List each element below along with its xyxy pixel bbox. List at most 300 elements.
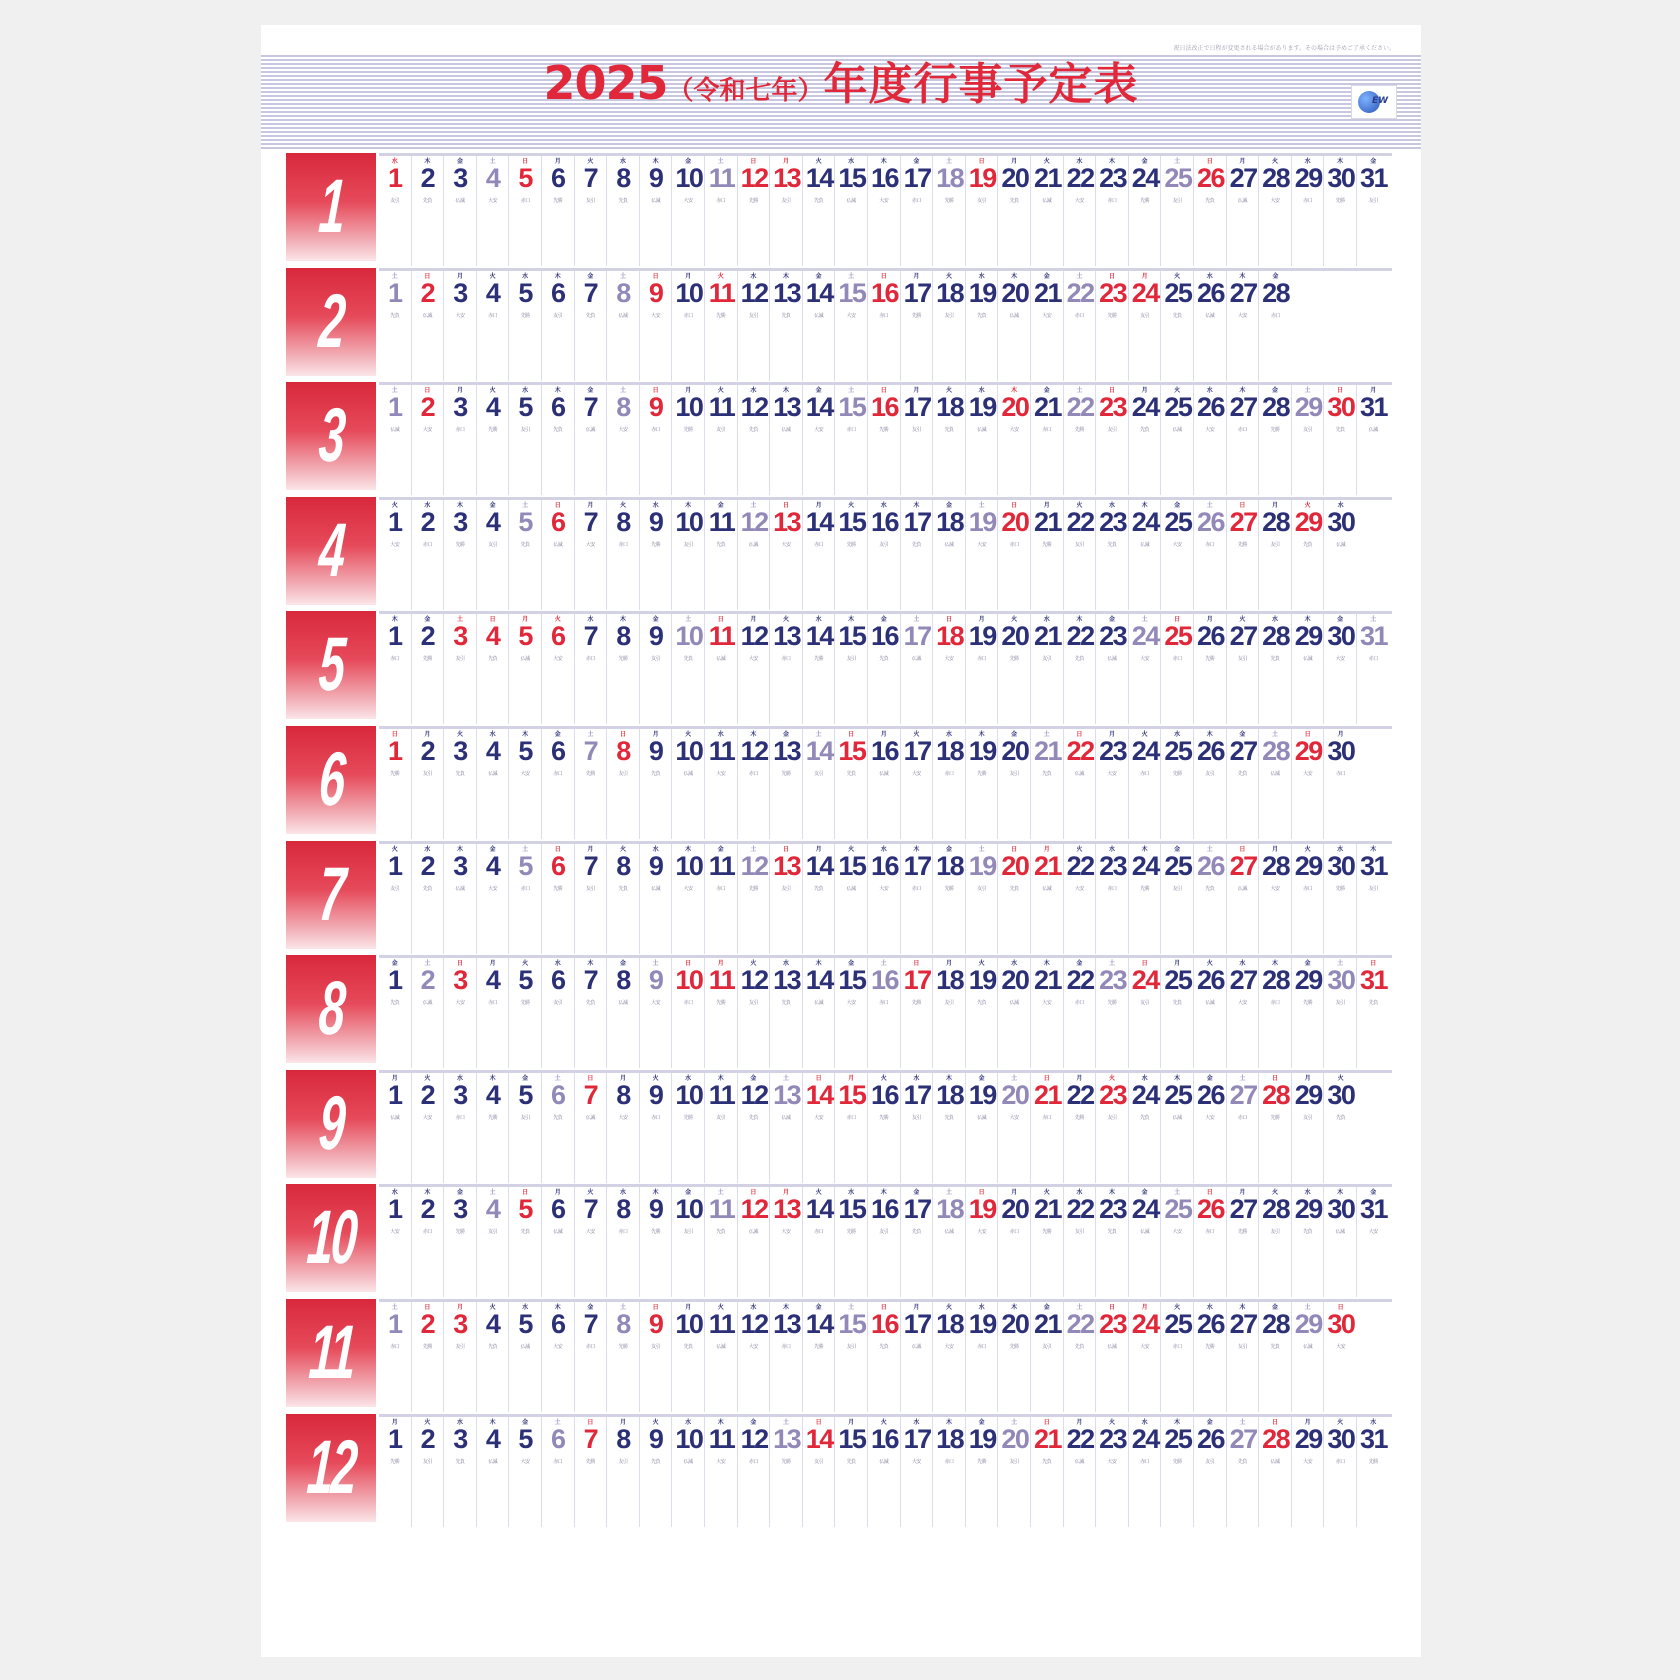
day-cell[interactable] xyxy=(444,958,477,1068)
weekday-label: 日 xyxy=(1206,158,1213,165)
rokuyo-label: 赤口 xyxy=(1074,312,1084,319)
day-cell[interactable] xyxy=(1324,500,1357,610)
day-cell[interactable] xyxy=(607,1187,640,1297)
rokuyo-label: 友引 xyxy=(683,1229,693,1236)
weekday-label: 土 xyxy=(1076,1304,1083,1311)
rokuyo-label: 先勝 xyxy=(618,1344,628,1350)
weekday-label: 土 xyxy=(391,1304,398,1311)
day-number: 5 xyxy=(518,1309,532,1339)
day-cell[interactable] xyxy=(477,1417,510,1527)
day-cell[interactable] xyxy=(412,385,445,495)
day-cell[interactable] xyxy=(575,271,608,381)
day-cell[interactable] xyxy=(509,500,542,610)
day-cell[interactable] xyxy=(477,500,510,610)
rokuyo-label: 先勝 xyxy=(846,1229,856,1236)
weekday-label: 木 xyxy=(489,1074,496,1082)
day-cell[interactable] xyxy=(412,1302,445,1412)
weekday-label: 金 xyxy=(456,1189,463,1197)
day-cell[interactable] xyxy=(444,271,477,381)
day-number: 8 xyxy=(616,392,630,423)
month-label xyxy=(286,382,376,490)
rokuyo-label: 仏滅 xyxy=(422,312,432,319)
day-cell[interactable] xyxy=(542,844,575,954)
day-cell[interactable] xyxy=(412,271,445,381)
day-cell[interactable] xyxy=(379,271,412,381)
weekday-label: 水 xyxy=(717,731,724,738)
weekday-label: 水 xyxy=(1271,616,1278,624)
day-cell[interactable] xyxy=(412,500,445,610)
day-number: 21 xyxy=(1033,965,1062,996)
rokuyo-label: 友引 xyxy=(585,885,595,892)
rokuyo-label: 大安 xyxy=(390,541,400,548)
weekday-label: 日 xyxy=(1043,1074,1050,1082)
day-cell[interactable] xyxy=(412,156,445,266)
weekday-label: 火 xyxy=(1076,501,1083,509)
rokuyo-label: 仏滅 xyxy=(781,427,791,434)
rokuyo-label: 大安 xyxy=(1205,1114,1215,1121)
day-cell[interactable] xyxy=(607,271,640,381)
weekday-label: 月 xyxy=(489,960,496,968)
day-cell[interactable] xyxy=(379,844,412,954)
day-number: 1 xyxy=(388,1309,402,1339)
day-cell[interactable] xyxy=(575,1073,608,1183)
day-number: 20 xyxy=(1001,621,1029,652)
day-cell[interactable] xyxy=(607,844,640,954)
rokuyo-label: 赤口 xyxy=(390,656,400,663)
rokuyo-label: 仏滅 xyxy=(1205,1000,1215,1007)
day-cell[interactable] xyxy=(607,156,640,266)
day-cell[interactable] xyxy=(575,156,608,266)
weekday-label: 火 xyxy=(424,1418,431,1426)
day-cell[interactable] xyxy=(509,614,542,724)
day-number: 22 xyxy=(1066,621,1094,652)
rokuyo-label: 友引 xyxy=(879,541,889,548)
day-cell[interactable] xyxy=(444,156,477,266)
day-number: 9 xyxy=(648,621,663,652)
day-cell[interactable] xyxy=(1324,1073,1357,1183)
month-label xyxy=(286,1299,376,1407)
day-cell[interactable] xyxy=(575,729,608,839)
weekday-label: 水 xyxy=(978,272,985,280)
day-number: 28 xyxy=(1262,621,1290,652)
day-number: 24 xyxy=(1131,965,1159,996)
rokuyo-label: 先勝 xyxy=(1270,1114,1280,1121)
weekday-label: 金 xyxy=(424,616,431,624)
month-number: 12 xyxy=(304,1424,358,1510)
day-cell[interactable] xyxy=(509,729,542,839)
day-cell[interactable] xyxy=(1357,156,1390,266)
rokuyo-label: 先負 xyxy=(977,312,987,319)
day-number: 11 xyxy=(708,1423,735,1454)
rokuyo-label: 仏滅 xyxy=(911,656,921,663)
rokuyo-label: 赤口 xyxy=(683,312,693,319)
day-number: 26 xyxy=(1196,1194,1225,1225)
day-number: 2 xyxy=(420,621,435,652)
rokuyo-label: 先勝 xyxy=(1009,656,1019,663)
day-number: 30 xyxy=(1327,850,1355,881)
day-cell[interactable] xyxy=(542,614,575,724)
day-number: 23 xyxy=(1099,163,1127,193)
day-cell[interactable] xyxy=(444,1073,477,1183)
day-number: 30 xyxy=(1327,1309,1355,1339)
day-number: 30 xyxy=(1327,965,1355,996)
day-cell[interactable] xyxy=(379,385,412,495)
rokuyo-label: 赤口 xyxy=(488,1000,498,1007)
rokuyo-label: 先勝 xyxy=(911,1000,921,1007)
weekday-label: 水 xyxy=(1206,387,1213,395)
day-cell[interactable] xyxy=(477,614,510,724)
day-cell[interactable] xyxy=(412,1417,445,1527)
day-cell[interactable] xyxy=(607,729,640,839)
day-number: 4 xyxy=(485,277,500,308)
day-cell[interactable] xyxy=(607,500,640,610)
day-cell[interactable] xyxy=(575,844,608,954)
weekday-label: 木 xyxy=(978,731,985,738)
rokuyo-label: 赤口 xyxy=(520,885,530,892)
day-cell[interactable] xyxy=(1357,1187,1390,1297)
day-number: 23 xyxy=(1099,850,1127,881)
rokuyo-label: 大安 xyxy=(977,541,987,548)
rokuyo-label: 先負 xyxy=(1205,198,1215,204)
day-number: 28 xyxy=(1262,965,1290,996)
day-cell[interactable] xyxy=(575,1302,608,1412)
day-cell[interactable] xyxy=(607,1302,640,1412)
weekday-label: 土 xyxy=(1108,960,1115,968)
month-row xyxy=(286,841,1396,951)
day-cell[interactable] xyxy=(607,958,640,1068)
day-cell[interactable] xyxy=(477,271,510,381)
day-number: 24 xyxy=(1131,736,1159,766)
rokuyo-label: 赤口 xyxy=(1303,885,1313,892)
day-cell[interactable] xyxy=(444,1417,477,1527)
day-number: 7 xyxy=(583,392,598,423)
day-cell[interactable] xyxy=(1357,614,1390,724)
day-number: 3 xyxy=(453,850,467,881)
rokuyo-label: 先勝 xyxy=(585,1458,595,1465)
day-cell[interactable] xyxy=(542,1187,575,1297)
rokuyo-label: 赤口 xyxy=(585,1344,595,1350)
day-number: 18 xyxy=(936,506,964,537)
day-number: 1 xyxy=(388,736,402,766)
top-note: 祝日法改正で日程が変更される場合があります。その場合は予めご了承ください。 xyxy=(1173,45,1395,52)
day-number: 23 xyxy=(1099,965,1127,996)
day-number: 9 xyxy=(648,392,663,423)
day-cell[interactable] xyxy=(412,614,445,724)
weekday-label: 火 xyxy=(619,501,626,509)
day-cell[interactable] xyxy=(509,1417,542,1527)
rokuyo-label: 仏滅 xyxy=(814,1000,824,1007)
day-cell[interactable] xyxy=(509,385,542,495)
rokuyo-label: 大安 xyxy=(1303,1458,1313,1465)
weekday-label: 日 xyxy=(1239,501,1246,509)
day-cell[interactable] xyxy=(575,614,608,724)
rokuyo-label: 仏滅 xyxy=(846,198,856,204)
day-cell[interactable] xyxy=(477,156,510,266)
day-number: 2 xyxy=(420,392,435,423)
day-cell[interactable] xyxy=(477,729,510,839)
day-cell[interactable] xyxy=(379,500,412,610)
day-cell[interactable] xyxy=(477,1187,510,1297)
month-label xyxy=(286,1070,376,1178)
day-number: 29 xyxy=(1294,1423,1322,1454)
rokuyo-label: 大安 xyxy=(977,1229,987,1236)
rokuyo-label: 先勝 xyxy=(488,1114,498,1121)
rokuyo-label: 仏滅 xyxy=(1107,656,1117,663)
day-number: 14 xyxy=(805,1309,833,1339)
day-cell[interactable] xyxy=(444,729,477,839)
day-number: 24 xyxy=(1131,1079,1159,1110)
rokuyo-label: 先負 xyxy=(1237,771,1247,777)
day-number: 2 xyxy=(420,506,435,537)
day-number: 30 xyxy=(1327,506,1355,537)
day-cell[interactable] xyxy=(477,1073,510,1183)
day-cell[interactable] xyxy=(509,156,542,266)
day-number: 2 xyxy=(420,965,435,996)
day-cell[interactable] xyxy=(412,729,445,839)
day-number: 8 xyxy=(616,1423,630,1454)
month-row xyxy=(286,382,1396,492)
rokuyo-label: 先負 xyxy=(911,541,921,548)
day-cell[interactable] xyxy=(607,385,640,495)
weekday-label: 木 xyxy=(456,845,463,853)
rokuyo-label: 大安 xyxy=(553,1344,563,1350)
day-number: 10 xyxy=(675,965,703,996)
weekday-label: 金 xyxy=(1206,1418,1213,1426)
rokuyo-label: 仏滅 xyxy=(716,1344,726,1350)
weekday-label: 金 xyxy=(1271,387,1278,395)
day-number: 25 xyxy=(1164,736,1192,766)
weekday-label: 土 xyxy=(1011,1074,1018,1082)
day-cell[interactable] xyxy=(542,271,575,381)
day-cell[interactable] xyxy=(444,1187,477,1297)
weekday-label: 金 xyxy=(522,1418,529,1426)
rokuyo-label: 仏滅 xyxy=(748,1229,758,1236)
day-cell[interactable] xyxy=(542,1073,575,1183)
weekday-label: 日 xyxy=(522,1189,529,1197)
day-cell[interactable] xyxy=(379,156,412,266)
weekday-label: 水 xyxy=(1141,1418,1148,1426)
day-number: 27 xyxy=(1229,277,1257,308)
day-cell[interactable] xyxy=(379,958,412,1068)
rokuyo-label: 大安 xyxy=(1237,312,1247,319)
rokuyo-label: 大安 xyxy=(1074,198,1084,204)
weekday-label: 金 xyxy=(1206,1074,1213,1082)
weekday-label: 火 xyxy=(1337,1074,1344,1082)
day-number: 19 xyxy=(968,506,996,537)
day-number: 8 xyxy=(616,277,630,308)
day-cell[interactable] xyxy=(477,385,510,495)
day-number: 22 xyxy=(1066,392,1094,423)
month-row xyxy=(286,726,1396,836)
day-cell[interactable] xyxy=(607,1417,640,1527)
rokuyo-label: 赤口 xyxy=(1107,198,1117,204)
day-cell[interactable] xyxy=(575,500,608,610)
weekday-label: 木 xyxy=(424,158,431,165)
day-cell[interactable] xyxy=(1357,958,1390,1068)
day-cell[interactable] xyxy=(542,1302,575,1412)
day-cell[interactable] xyxy=(444,500,477,610)
day-cell[interactable] xyxy=(379,614,412,724)
weekday-label: 月 xyxy=(554,1189,561,1197)
rokuyo-label: 友引 xyxy=(1140,1000,1150,1007)
rokuyo-label: 先勝 xyxy=(814,1344,824,1350)
rokuyo-label: 先勝 xyxy=(1205,1344,1215,1350)
day-number: 18 xyxy=(936,736,964,766)
weekday-label: 水 xyxy=(750,272,757,280)
rokuyo-label: 先勝 xyxy=(944,198,954,204)
weekday-label: 木 xyxy=(913,845,920,853)
weekday-label: 金 xyxy=(815,387,822,395)
day-number: 10 xyxy=(675,277,703,308)
day-number: 28 xyxy=(1262,392,1290,423)
rokuyo-label: 友引 xyxy=(1303,427,1313,434)
day-number: 16 xyxy=(870,506,899,537)
day-cell[interactable] xyxy=(444,614,477,724)
day-number: 25 xyxy=(1164,506,1192,537)
day-number: 7 xyxy=(583,965,598,996)
day-cell[interactable] xyxy=(379,1302,412,1412)
weekday-label: 土 xyxy=(554,1418,561,1426)
day-cell[interactable] xyxy=(575,1187,608,1297)
weekday-label: 土 xyxy=(848,387,855,395)
day-cell[interactable] xyxy=(379,1073,412,1183)
rokuyo-label: 先負 xyxy=(1009,885,1019,892)
day-cell[interactable] xyxy=(477,958,510,1068)
weekday-label: 日 xyxy=(1108,272,1115,280)
weekday-label: 木 xyxy=(1206,731,1213,738)
weekday-label: 月 xyxy=(1239,158,1246,165)
weekday-label: 金 xyxy=(522,1074,529,1082)
rokuyo-label: 赤口 xyxy=(422,541,432,548)
day-cell[interactable] xyxy=(542,385,575,495)
weekday-label: 水 xyxy=(391,1189,398,1197)
day-cell[interactable] xyxy=(379,1187,412,1297)
day-cell[interactable] xyxy=(444,844,477,954)
weekday-label: 木 xyxy=(782,387,789,395)
day-cell[interactable] xyxy=(444,1302,477,1412)
day-number: 20 xyxy=(1001,1194,1029,1225)
rokuyo-label: 赤口 xyxy=(748,771,758,777)
day-cell[interactable] xyxy=(412,844,445,954)
day-cell[interactable] xyxy=(1324,729,1357,839)
day-cell[interactable] xyxy=(379,729,412,839)
rokuyo-label: 先負 xyxy=(1107,541,1117,548)
weekday-label: 火 xyxy=(456,731,463,738)
title-era: （令和七年） xyxy=(667,76,824,106)
day-cell[interactable] xyxy=(1357,1417,1390,1527)
day-number: 20 xyxy=(1001,277,1029,308)
day-cell[interactable] xyxy=(1357,844,1390,954)
rokuyo-label: 仏滅 xyxy=(814,312,824,319)
day-cell[interactable] xyxy=(607,614,640,724)
day-cell[interactable] xyxy=(542,729,575,839)
day-number: 17 xyxy=(903,965,931,996)
day-cell[interactable] xyxy=(575,1417,608,1527)
weekday-label: 金 xyxy=(1337,616,1344,624)
day-cell[interactable] xyxy=(509,1302,542,1412)
rokuyo-label: 先負 xyxy=(1140,1114,1150,1121)
rokuyo-label: 友引 xyxy=(488,541,498,548)
day-number: 20 xyxy=(1001,1423,1029,1454)
rokuyo-label: 先負 xyxy=(748,427,758,434)
day-cell[interactable] xyxy=(477,1302,510,1412)
rokuyo-label: 大安 xyxy=(879,885,889,892)
rokuyo-label: 仏滅 xyxy=(1303,656,1313,663)
day-cell[interactable] xyxy=(575,385,608,495)
day-cell[interactable] xyxy=(1357,385,1390,495)
weekday-label: 火 xyxy=(717,272,724,280)
weekday-label: 日 xyxy=(1206,1189,1213,1197)
month-row xyxy=(286,153,1396,263)
day-cell[interactable] xyxy=(509,958,542,1068)
day-cell[interactable] xyxy=(412,1187,445,1297)
day-number: 22 xyxy=(1066,163,1094,193)
day-cell[interactable] xyxy=(509,844,542,954)
day-cell[interactable] xyxy=(607,1073,640,1183)
day-cell[interactable] xyxy=(477,844,510,954)
day-cell[interactable] xyxy=(575,958,608,1068)
day-number: 17 xyxy=(903,621,931,652)
rokuyo-label: 先勝 xyxy=(1042,541,1052,548)
weekday-label: 日 xyxy=(880,1304,887,1311)
rokuyo-label: 大安 xyxy=(748,1344,758,1350)
day-number: 10 xyxy=(675,506,703,537)
day-cell[interactable] xyxy=(379,1417,412,1527)
weekday-label: 火 xyxy=(1043,1189,1050,1197)
day-cell[interactable] xyxy=(542,156,575,266)
rokuyo-label: 先勝 xyxy=(781,771,791,777)
day-cell[interactable] xyxy=(542,958,575,1068)
rokuyo-label: 仏滅 xyxy=(1074,771,1084,777)
rokuyo-label: 友引 xyxy=(390,885,400,892)
rokuyo-label: 先勝 xyxy=(585,771,595,777)
day-cell[interactable] xyxy=(412,958,445,1068)
day-number: 20 xyxy=(1001,965,1029,996)
weekday-label: 水 xyxy=(489,731,496,738)
weekday-label: 金 xyxy=(1271,1304,1278,1311)
day-cell[interactable] xyxy=(509,271,542,381)
day-cell[interactable] xyxy=(509,1073,542,1183)
rokuyo-label: 大安 xyxy=(1107,1458,1117,1465)
weekday-label: 土 xyxy=(1076,272,1083,280)
weekday-label: 日 xyxy=(1304,731,1311,738)
day-cell[interactable] xyxy=(542,1417,575,1527)
weekday-label: 水 xyxy=(522,1304,529,1311)
day-cell[interactable] xyxy=(444,385,477,495)
rokuyo-label: 先負 xyxy=(1042,771,1052,777)
weekday-label: 土 xyxy=(913,616,920,624)
weekday-label: 金 xyxy=(750,1418,757,1426)
day-cell[interactable] xyxy=(542,500,575,610)
day-number: 23 xyxy=(1099,1079,1127,1110)
rokuyo-label: 友引 xyxy=(814,1458,824,1465)
day-cell[interactable] xyxy=(1324,1302,1357,1412)
day-cell[interactable] xyxy=(509,1187,542,1297)
rokuyo-label: 赤口 xyxy=(1205,1229,1215,1236)
day-cell[interactable] xyxy=(1259,271,1292,381)
rokuyo-label: 仏滅 xyxy=(1074,1458,1084,1465)
weekday-label: 日 xyxy=(554,501,561,509)
rokuyo-label: 赤口 xyxy=(977,1344,987,1350)
day-cell[interactable] xyxy=(412,1073,445,1183)
rokuyo-label: 赤口 xyxy=(1303,198,1313,204)
weekday-label: 金 xyxy=(1108,616,1115,624)
weekday-label: 木 xyxy=(391,616,398,624)
rokuyo-label: 先負 xyxy=(1107,1229,1117,1236)
weekday-label: 月 xyxy=(456,1304,463,1311)
day-number: 10 xyxy=(675,850,703,881)
day-number: 18 xyxy=(936,392,964,423)
